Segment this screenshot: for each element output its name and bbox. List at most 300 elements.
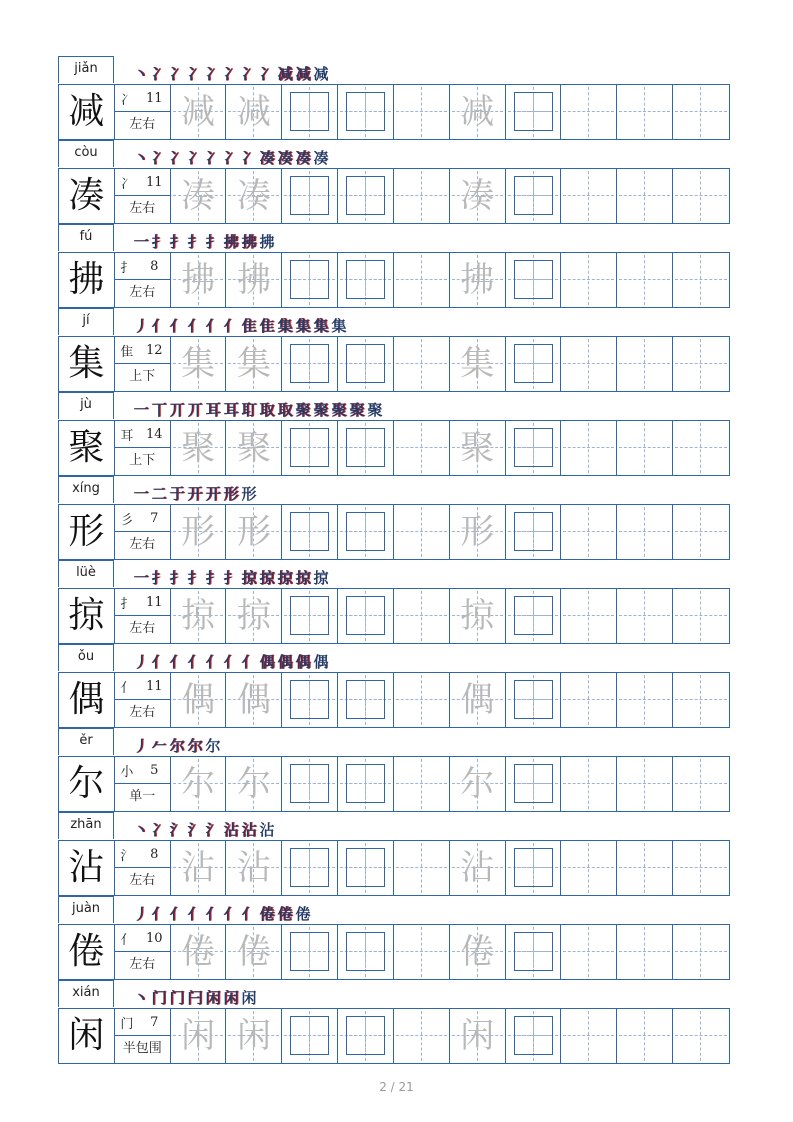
inner-box xyxy=(514,932,553,971)
trace-cell[interactable] xyxy=(171,337,227,391)
character-entry xyxy=(58,308,730,392)
inner-box xyxy=(290,428,329,467)
trace-cell[interactable] xyxy=(226,253,282,307)
practice-cell[interactable] xyxy=(394,253,450,307)
trace-cell[interactable] xyxy=(450,673,506,727)
box-cell[interactable] xyxy=(506,841,562,895)
practice-cell[interactable] xyxy=(673,1009,729,1063)
stroke-order xyxy=(132,816,276,840)
stroke-step: 冫 xyxy=(151,149,167,167)
trace-cell[interactable] xyxy=(450,421,506,475)
character-info xyxy=(115,925,171,979)
practice-cell[interactable] xyxy=(673,757,729,811)
practice-cell[interactable] xyxy=(673,253,729,307)
page-number: 2 / 21 xyxy=(379,1080,414,1094)
box-cell[interactable] xyxy=(282,337,338,391)
box-cell[interactable] xyxy=(282,253,338,307)
structure-label: 半包围 xyxy=(122,1041,162,1056)
trace-cell[interactable] xyxy=(450,85,506,139)
stroke-step: 亻 xyxy=(169,317,185,335)
box-cell[interactable] xyxy=(506,1009,562,1063)
trace-character: 凑 xyxy=(181,176,216,216)
structure-label: 上下 xyxy=(129,369,156,384)
trace-character: 凑 xyxy=(236,176,271,216)
writing-grid xyxy=(58,756,730,812)
main-character: 凑 xyxy=(59,169,115,223)
practice-cell[interactable] xyxy=(673,925,729,979)
trace-character: 聚 xyxy=(181,428,216,468)
stroke-step: 耵 xyxy=(241,401,257,419)
radical-count xyxy=(115,841,170,868)
practice-cell[interactable] xyxy=(394,421,450,475)
stroke-step: 冫 xyxy=(223,149,239,167)
stroke-order xyxy=(132,480,258,504)
box-cell[interactable] xyxy=(506,925,562,979)
main-character: 减 xyxy=(59,85,115,139)
structure-label: 左右 xyxy=(129,957,156,972)
stroke-step: 沾 xyxy=(223,821,239,839)
box-cell[interactable] xyxy=(338,589,394,643)
practice-cell[interactable] xyxy=(394,337,450,391)
practice-cell[interactable] xyxy=(617,253,673,307)
practice-cell[interactable] xyxy=(673,169,729,223)
practice-cell[interactable] xyxy=(673,673,729,727)
box-cell[interactable] xyxy=(506,169,562,223)
stroke-step: 丿 xyxy=(133,737,149,755)
inner-box xyxy=(514,1016,553,1055)
box-cell[interactable] xyxy=(506,757,562,811)
box-cell[interactable] xyxy=(282,85,338,139)
stroke-step: 一 xyxy=(133,233,149,251)
practice-cell[interactable] xyxy=(673,589,729,643)
box-cell[interactable] xyxy=(506,589,562,643)
practice-cell[interactable] xyxy=(617,85,673,139)
stroke-step: 丌 xyxy=(187,401,203,419)
stroke-step: 倦 xyxy=(277,905,293,923)
stroke-step: 耳 xyxy=(205,401,221,419)
trace-cell[interactable] xyxy=(226,925,282,979)
trace-cell[interactable] xyxy=(171,589,227,643)
practice-cell[interactable] xyxy=(394,169,450,223)
character-info xyxy=(115,841,171,895)
trace-cell[interactable] xyxy=(171,757,227,811)
box-cell[interactable] xyxy=(506,253,562,307)
writing-grid xyxy=(58,588,730,644)
inner-box xyxy=(514,344,553,383)
stroke-step: 偶 xyxy=(277,653,293,671)
stroke-step: 丿 xyxy=(133,653,149,671)
stroke-step: 聚 xyxy=(313,401,329,419)
radical-count xyxy=(115,1009,170,1036)
trace-cell[interactable] xyxy=(450,337,506,391)
trace-cell[interactable] xyxy=(226,85,282,139)
character-entry xyxy=(58,980,730,1064)
stroke-step: 开 xyxy=(205,485,221,503)
structure-label: 左右 xyxy=(129,705,156,720)
pinyin-row xyxy=(58,224,730,252)
stroke-step: 亻 xyxy=(205,653,221,671)
radical-count xyxy=(115,673,170,700)
stroke-step: 扌 xyxy=(151,233,167,251)
stroke-order xyxy=(132,984,258,1008)
trace-cell[interactable] xyxy=(171,253,227,307)
practice-cell[interactable] xyxy=(617,841,673,895)
inner-box xyxy=(514,512,553,551)
stroke-step: 凑 xyxy=(313,149,329,167)
stroke-step: 门 xyxy=(151,989,167,1007)
main-character: 集 xyxy=(59,337,115,391)
inner-box xyxy=(290,512,329,551)
practice-cell[interactable] xyxy=(561,757,617,811)
box-cell[interactable] xyxy=(282,757,338,811)
stroke-step: 亻 xyxy=(241,653,257,671)
inner-box xyxy=(346,848,385,887)
stroke-step: 扌 xyxy=(169,569,185,587)
radical-count xyxy=(115,505,170,532)
practice-cell[interactable] xyxy=(394,673,450,727)
box-cell[interactable] xyxy=(282,673,338,727)
character-info xyxy=(115,169,171,223)
stroke-count: 7 xyxy=(150,1014,159,1030)
pinyin-label: jù xyxy=(58,392,114,419)
inner-box xyxy=(514,680,553,719)
box-cell[interactable] xyxy=(506,421,562,475)
practice-cell[interactable] xyxy=(561,169,617,223)
inner-box xyxy=(290,764,329,803)
box-cell[interactable] xyxy=(338,421,394,475)
trace-cell[interactable] xyxy=(171,169,227,223)
box-cell[interactable] xyxy=(506,673,562,727)
trace-character: 聚 xyxy=(460,428,495,468)
stroke-count: 11 xyxy=(145,594,163,610)
practice-cell[interactable] xyxy=(394,1009,450,1063)
box-cell[interactable] xyxy=(506,505,562,559)
box-cell[interactable] xyxy=(338,1009,394,1063)
inner-box xyxy=(514,176,553,215)
radical-label: 扌 xyxy=(120,596,134,612)
trace-cell[interactable] xyxy=(226,841,282,895)
practice-cell[interactable] xyxy=(617,169,673,223)
practice-cell[interactable] xyxy=(617,1009,673,1063)
stroke-order xyxy=(132,900,312,924)
stroke-step: 亻 xyxy=(151,653,167,671)
stroke-step: 掠 xyxy=(295,569,311,587)
stroke-count: 5 xyxy=(150,762,159,778)
stroke-step: 凑 xyxy=(277,149,293,167)
stroke-order xyxy=(132,564,330,588)
structure-label: 上下 xyxy=(129,453,156,468)
practice-cell[interactable] xyxy=(673,505,729,559)
practice-cell[interactable] xyxy=(394,589,450,643)
trace-character: 尔 xyxy=(236,764,271,804)
trace-cell[interactable] xyxy=(226,421,282,475)
stroke-count: 10 xyxy=(145,930,163,946)
trace-character: 减 xyxy=(460,92,495,132)
inner-box xyxy=(346,428,385,467)
practice-cell[interactable] xyxy=(617,589,673,643)
stroke-count: 11 xyxy=(145,174,163,190)
stroke-step: 掠 xyxy=(241,569,257,587)
character-info xyxy=(115,337,171,391)
trace-character: 拂 xyxy=(460,260,495,300)
practice-cell[interactable] xyxy=(394,505,450,559)
inner-box xyxy=(514,428,553,467)
stroke-count: 8 xyxy=(150,846,159,862)
trace-cell[interactable] xyxy=(171,841,227,895)
stroke-step: 亻 xyxy=(187,653,203,671)
trace-character: 掠 xyxy=(181,596,216,636)
pinyin-label: xián xyxy=(58,980,114,1007)
trace-character: 减 xyxy=(181,92,216,132)
structure-label: 左右 xyxy=(129,117,156,132)
main-character: 倦 xyxy=(59,925,115,979)
trace-character: 闲 xyxy=(181,1016,216,1056)
main-character: 拂 xyxy=(59,253,115,307)
radical-label: 门 xyxy=(120,1016,134,1032)
stroke-step: 亻 xyxy=(223,317,239,335)
writing-grid xyxy=(58,336,730,392)
character-info xyxy=(115,1009,171,1063)
stroke-step: 减 xyxy=(313,65,329,83)
stroke-step: 亻 xyxy=(241,905,257,923)
radical-count xyxy=(115,421,170,448)
stroke-step: 亻 xyxy=(169,905,185,923)
stroke-step: 聚 xyxy=(349,401,365,419)
stroke-step: 亻 xyxy=(151,905,167,923)
trace-cell[interactable] xyxy=(171,505,227,559)
inner-box xyxy=(290,344,329,383)
trace-cell[interactable] xyxy=(450,925,506,979)
stroke-step: 掠 xyxy=(277,569,293,587)
practice-cell[interactable] xyxy=(561,589,617,643)
practice-cell[interactable] xyxy=(673,421,729,475)
trace-cell[interactable] xyxy=(226,337,282,391)
practice-cell[interactable] xyxy=(394,925,450,979)
box-cell[interactable] xyxy=(338,925,394,979)
box-cell[interactable] xyxy=(282,925,338,979)
practice-sheet xyxy=(58,56,730,1064)
trace-cell[interactable] xyxy=(450,253,506,307)
stroke-step: 丶 xyxy=(133,149,149,167)
stroke-step: 亻 xyxy=(223,653,239,671)
practice-cell[interactable] xyxy=(673,337,729,391)
practice-cell[interactable] xyxy=(561,1009,617,1063)
stroke-count: 8 xyxy=(150,258,159,274)
practice-cell[interactable] xyxy=(561,253,617,307)
main-character: 闲 xyxy=(59,1009,115,1063)
trace-character: 拂 xyxy=(236,260,271,300)
trace-cell[interactable] xyxy=(450,1009,506,1063)
trace-cell[interactable] xyxy=(171,925,227,979)
stroke-step: 倦 xyxy=(295,905,311,923)
trace-character: 沾 xyxy=(181,848,216,888)
stroke-count: 11 xyxy=(145,678,163,694)
practice-cell[interactable] xyxy=(617,757,673,811)
trace-cell[interactable] xyxy=(171,421,227,475)
stroke-step: 扌 xyxy=(223,569,239,587)
inner-box xyxy=(290,260,329,299)
stroke-step: 聚 xyxy=(295,401,311,419)
practice-cell[interactable] xyxy=(617,337,673,391)
pinyin-row xyxy=(58,56,730,84)
practice-cell[interactable] xyxy=(673,85,729,139)
trace-cell[interactable] xyxy=(450,841,506,895)
pinyin-label: lüè xyxy=(58,560,114,587)
stroke-order xyxy=(132,396,384,420)
pinyin-label: jí xyxy=(58,308,114,335)
stroke-step: 凑 xyxy=(295,149,311,167)
box-cell[interactable] xyxy=(338,337,394,391)
pinyin-label: juàn xyxy=(58,896,114,923)
stroke-step: 隹 xyxy=(259,317,275,335)
stroke-step: 闲 xyxy=(205,989,221,1007)
practice-cell[interactable] xyxy=(617,505,673,559)
pinyin-row xyxy=(58,140,730,168)
stroke-step: 掠 xyxy=(259,569,275,587)
stroke-step: 聚 xyxy=(367,401,383,419)
practice-cell[interactable] xyxy=(561,841,617,895)
pinyin-label: fú xyxy=(58,224,114,251)
trace-cell[interactable] xyxy=(226,1009,282,1063)
stroke-order xyxy=(132,648,330,672)
practice-cell[interactable] xyxy=(394,841,450,895)
stroke-step: 丿 xyxy=(133,317,149,335)
stroke-step: 拂 xyxy=(241,233,257,251)
inner-box xyxy=(290,1016,329,1055)
stroke-step: 冫 xyxy=(223,65,239,83)
trace-character: 闲 xyxy=(236,1016,271,1056)
stroke-step: 扌 xyxy=(169,233,185,251)
stroke-order xyxy=(132,60,330,84)
pinyin-row xyxy=(58,728,730,756)
stroke-order xyxy=(132,732,222,756)
box-cell[interactable] xyxy=(282,1009,338,1063)
box-cell[interactable] xyxy=(338,169,394,223)
trace-cell[interactable] xyxy=(226,169,282,223)
stroke-step: 沾 xyxy=(241,821,257,839)
trace-character: 形 xyxy=(460,512,495,552)
practice-cell[interactable] xyxy=(394,85,450,139)
trace-cell[interactable] xyxy=(226,505,282,559)
trace-cell[interactable] xyxy=(450,589,506,643)
character-info xyxy=(115,85,171,139)
box-cell[interactable] xyxy=(338,757,394,811)
character-info xyxy=(115,253,171,307)
trace-cell[interactable] xyxy=(450,169,506,223)
stroke-order xyxy=(132,144,330,168)
stroke-step: 丶 xyxy=(133,65,149,83)
box-cell[interactable] xyxy=(282,505,338,559)
structure-label: 单一 xyxy=(129,789,156,804)
stroke-step: 形 xyxy=(223,485,239,503)
box-cell[interactable] xyxy=(506,337,562,391)
stroke-step: 冫 xyxy=(259,65,275,83)
practice-cell[interactable] xyxy=(561,85,617,139)
stroke-step: 掠 xyxy=(313,569,329,587)
practice-cell[interactable] xyxy=(673,841,729,895)
stroke-step: 取 xyxy=(259,401,275,419)
stroke-step: 冫 xyxy=(169,65,185,83)
practice-cell[interactable] xyxy=(561,673,617,727)
inner-box xyxy=(514,260,553,299)
stroke-step: 冫 xyxy=(241,65,257,83)
stroke-step: 亻 xyxy=(169,653,185,671)
trace-cell[interactable] xyxy=(226,589,282,643)
pinyin-row xyxy=(58,896,730,924)
box-cell[interactable] xyxy=(282,421,338,475)
stroke-step: 倦 xyxy=(259,905,275,923)
box-cell[interactable] xyxy=(338,505,394,559)
box-cell[interactable] xyxy=(338,673,394,727)
stroke-step: 冫 xyxy=(205,65,221,83)
stroke-step: 一 xyxy=(133,485,149,503)
stroke-step: 耳 xyxy=(223,401,239,419)
trace-cell[interactable] xyxy=(171,85,227,139)
trace-character: 凑 xyxy=(460,176,495,216)
radical-count xyxy=(115,253,170,280)
stroke-step: 偶 xyxy=(295,653,311,671)
inner-box xyxy=(346,344,385,383)
trace-character: 偶 xyxy=(181,680,216,720)
practice-cell[interactable] xyxy=(561,925,617,979)
stroke-step: 闲 xyxy=(241,989,257,1007)
practice-cell[interactable] xyxy=(561,505,617,559)
trace-cell[interactable] xyxy=(226,757,282,811)
stroke-step: 丌 xyxy=(169,401,185,419)
trace-cell[interactable] xyxy=(450,505,506,559)
inner-box xyxy=(346,512,385,551)
character-entry xyxy=(58,644,730,728)
stroke-step: 冫 xyxy=(187,65,203,83)
character-entry xyxy=(58,392,730,476)
box-cell[interactable] xyxy=(338,841,394,895)
practice-cell[interactable] xyxy=(561,421,617,475)
trace-cell[interactable] xyxy=(171,673,227,727)
inner-box xyxy=(514,764,553,803)
stroke-step: 亻 xyxy=(223,905,239,923)
trace-cell[interactable] xyxy=(450,757,506,811)
box-cell[interactable] xyxy=(506,85,562,139)
box-cell[interactable] xyxy=(338,253,394,307)
stroke-step: 丶 xyxy=(133,989,149,1007)
stroke-step: 冫 xyxy=(151,821,167,839)
box-cell[interactable] xyxy=(282,841,338,895)
trace-character: 沾 xyxy=(236,848,271,888)
practice-cell[interactable] xyxy=(617,925,673,979)
practice-cell[interactable] xyxy=(394,757,450,811)
trace-cell[interactable] xyxy=(171,1009,227,1063)
stroke-step: 扌 xyxy=(187,569,203,587)
trace-character: 倦 xyxy=(236,932,271,972)
trace-cell[interactable] xyxy=(226,673,282,727)
inner-box xyxy=(290,680,329,719)
box-cell[interactable] xyxy=(282,589,338,643)
practice-cell[interactable] xyxy=(617,673,673,727)
box-cell[interactable] xyxy=(282,169,338,223)
radical-label: 亻 xyxy=(120,932,134,948)
practice-cell[interactable] xyxy=(561,337,617,391)
structure-label: 左右 xyxy=(129,201,156,216)
inner-box xyxy=(290,92,329,131)
inner-box xyxy=(346,1016,385,1055)
stroke-step: 氵 xyxy=(169,821,185,839)
main-character: 偶 xyxy=(59,673,115,727)
character-entry xyxy=(58,476,730,560)
practice-cell[interactable] xyxy=(617,421,673,475)
box-cell[interactable] xyxy=(338,85,394,139)
stroke-step: 一 xyxy=(133,401,149,419)
stroke-step: 集 xyxy=(313,317,329,335)
